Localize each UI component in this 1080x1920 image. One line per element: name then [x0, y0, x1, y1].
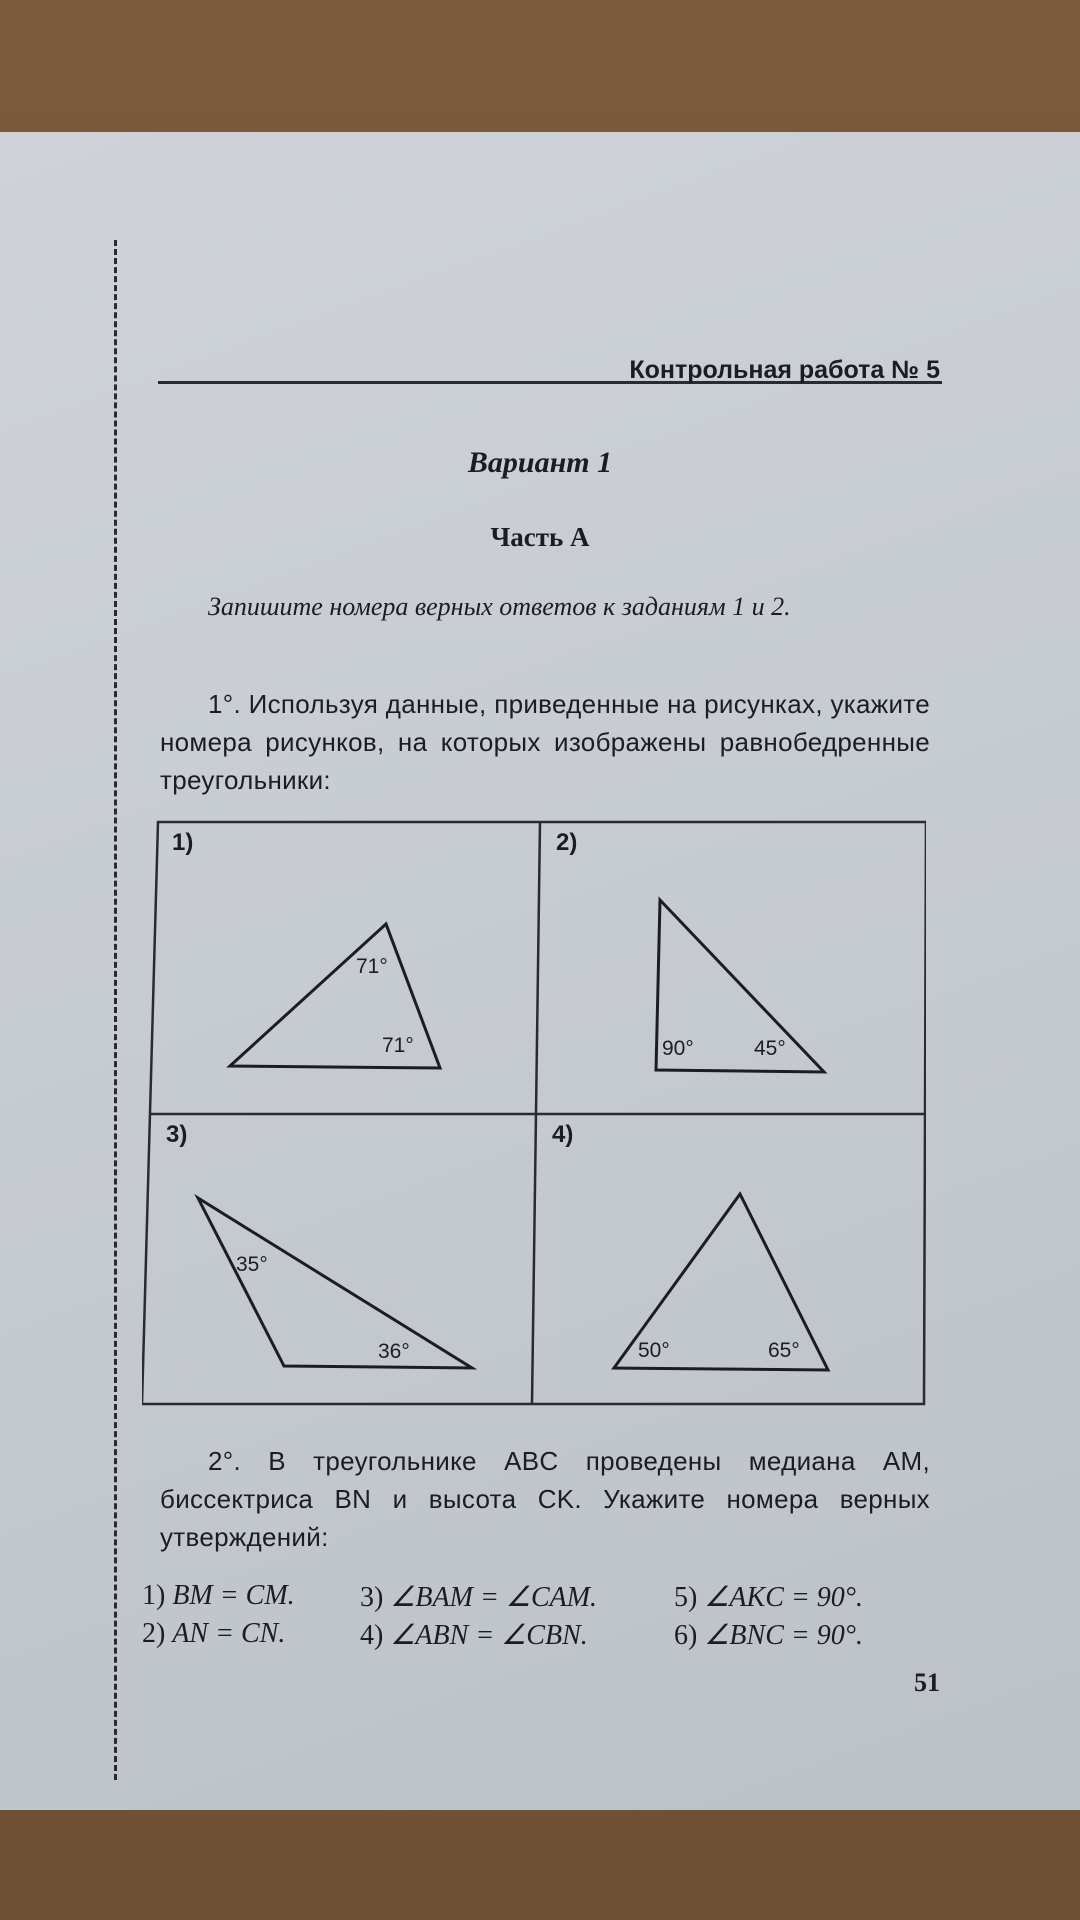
figure-3-angle-top: 35° [236, 1253, 268, 1276]
page-number: 51 [914, 1668, 940, 1697]
figure-4-label: 4) [552, 1121, 574, 1148]
figure-2-angle-left: 90° [662, 1037, 694, 1060]
option-1 [142, 1580, 295, 1612]
option-3-number: 3) [360, 1582, 384, 1613]
figure-grid [142, 820, 926, 1406]
figure-1-label: 1) [172, 829, 194, 856]
figure-3-label: 3) [166, 1121, 188, 1148]
option-6-expression: ∠BNC = 90°. [704, 1620, 863, 1651]
figure-4-angle-left: 50° [638, 1339, 670, 1362]
figure-1 [172, 829, 440, 1068]
option-2-expression: AN = CN. [172, 1618, 286, 1649]
option-6 [674, 1618, 863, 1652]
option-6-number: 6) [674, 1620, 698, 1651]
task-1-text: 1°. Используя данные, приведенные на рисунках, укажите номера рисунков, на которых изображены равнобедренные треугольники: [160, 689, 930, 795]
figure-3 [166, 1121, 472, 1368]
figure-1-angle-top: 71° [356, 955, 388, 978]
option-5 [674, 1580, 863, 1614]
part-title: Часть А [490, 522, 590, 552]
task-2-text: 2°. В треугольнике ABC проведены медиана AM, биссектриса BN и высота CK. Укажите номера верных утверждений: [160, 1446, 930, 1552]
dashed-cut-line [114, 240, 117, 1780]
figure-2-label: 2) [556, 829, 578, 856]
instruction-text: Запишите номера верных ответов к заданиям 1 и 2. [208, 592, 791, 621]
option-1-number: 1) [142, 1580, 166, 1611]
option-4 [360, 1618, 588, 1652]
option-5-expression: ∠AKC = 90°. [704, 1582, 863, 1613]
figure-2 [556, 829, 824, 1072]
running-title: Контрольная работа № 5 [629, 356, 940, 384]
option-1-expression: BM = CM. [172, 1580, 295, 1611]
variant-title: Вариант 1 [467, 446, 613, 479]
option-2-number: 2) [142, 1618, 166, 1649]
figure-1-angle-bottom: 71° [382, 1034, 414, 1057]
figure-2-angle-right: 45° [754, 1037, 786, 1060]
figure-3-angle-right: 36° [378, 1340, 410, 1363]
option-3-expression: ∠BAM = ∠CAM. [390, 1582, 598, 1613]
option-4-number: 4) [360, 1620, 384, 1651]
option-5-number: 5) [674, 1582, 698, 1613]
option-2 [142, 1618, 285, 1650]
option-3 [360, 1580, 597, 1614]
option-4-expression: ∠ABN = ∠CBN. [390, 1620, 588, 1651]
triangle-3 [198, 1198, 472, 1368]
figure-4-angle-right: 65° [768, 1339, 800, 1362]
figure-4 [552, 1121, 828, 1370]
